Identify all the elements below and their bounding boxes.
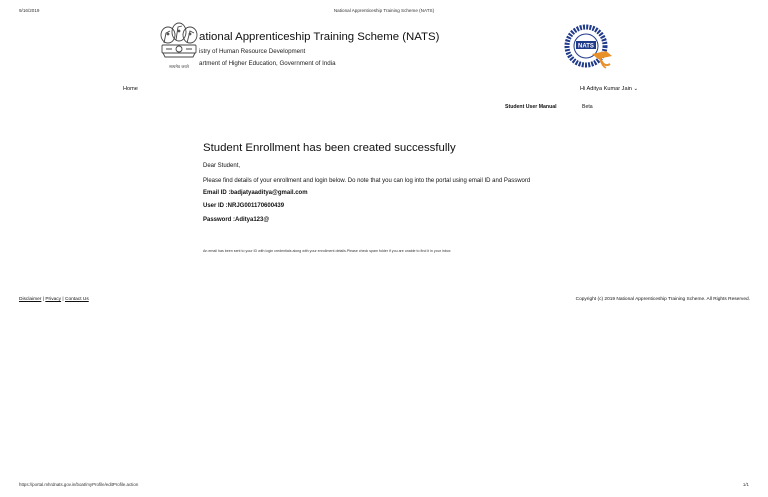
greeting-text: Dear Student, [203, 163, 241, 169]
page-title: Student Enrollment has been created successfully [203, 142, 456, 154]
disclaimer-link[interactable]: Disclaimer [19, 297, 42, 302]
nats-logo-text: NATS [578, 43, 594, 50]
print-url: https://portal.mhrdnats.gov.in/boat/myProfile/editProfile.action [19, 482, 139, 487]
contact-us-link[interactable]: Contact Us [65, 297, 89, 302]
print-document-title: National Apprenticeship Training Scheme (NATS) [333, 8, 435, 13]
national-emblem-icon [154, 21, 204, 75]
email-id-value: Email ID :badjatyaaditya@gmail.com [203, 190, 308, 196]
nav-home-link[interactable]: Home [123, 86, 138, 92]
enrollment-details-text: Please find details of your enrollment and login below. Do note that you can log into the portal using email ID and Password [203, 178, 531, 184]
copyright-text: Copyright (c) 2019 National Apprenticeship Training Scheme. All Rights Reserved. [575, 297, 750, 302]
privacy-link[interactable]: Privacy [45, 297, 62, 302]
footer-links [19, 297, 89, 302]
ministry-name: istry of Human Resource Development [199, 48, 306, 55]
emblem-caption: सत्यमेव जयते [169, 64, 189, 69]
site-title: ational Apprenticeship Training Scheme (NATS) [199, 31, 440, 43]
user-id-value: User ID :NRJG001170600439 [203, 203, 285, 209]
print-page-number: 1/1 [742, 482, 749, 487]
chevron-down-icon: ⌄ [633, 86, 639, 92]
footer-separator: | [62, 297, 64, 302]
nats-logo-icon [562, 24, 616, 72]
print-date: 9/16/2019 [19, 8, 40, 13]
beta-link[interactable]: Beta [582, 104, 593, 110]
student-user-manual-link[interactable]: Student User Manual [505, 104, 557, 110]
user-menu-dropdown[interactable] [580, 86, 638, 92]
department-name: artment of Higher Education, Government of India [199, 60, 336, 67]
footer-separator: | [42, 297, 44, 302]
email-sent-note: An email has been sent to your ID with login credentials along with your enrollment details.Please check spam folder if you are unable to find it in your inbox [203, 249, 451, 253]
user-greeting: Hi Aditya Kumar Jain [580, 86, 632, 92]
password-value: Password :Aditya123@ [203, 217, 270, 223]
